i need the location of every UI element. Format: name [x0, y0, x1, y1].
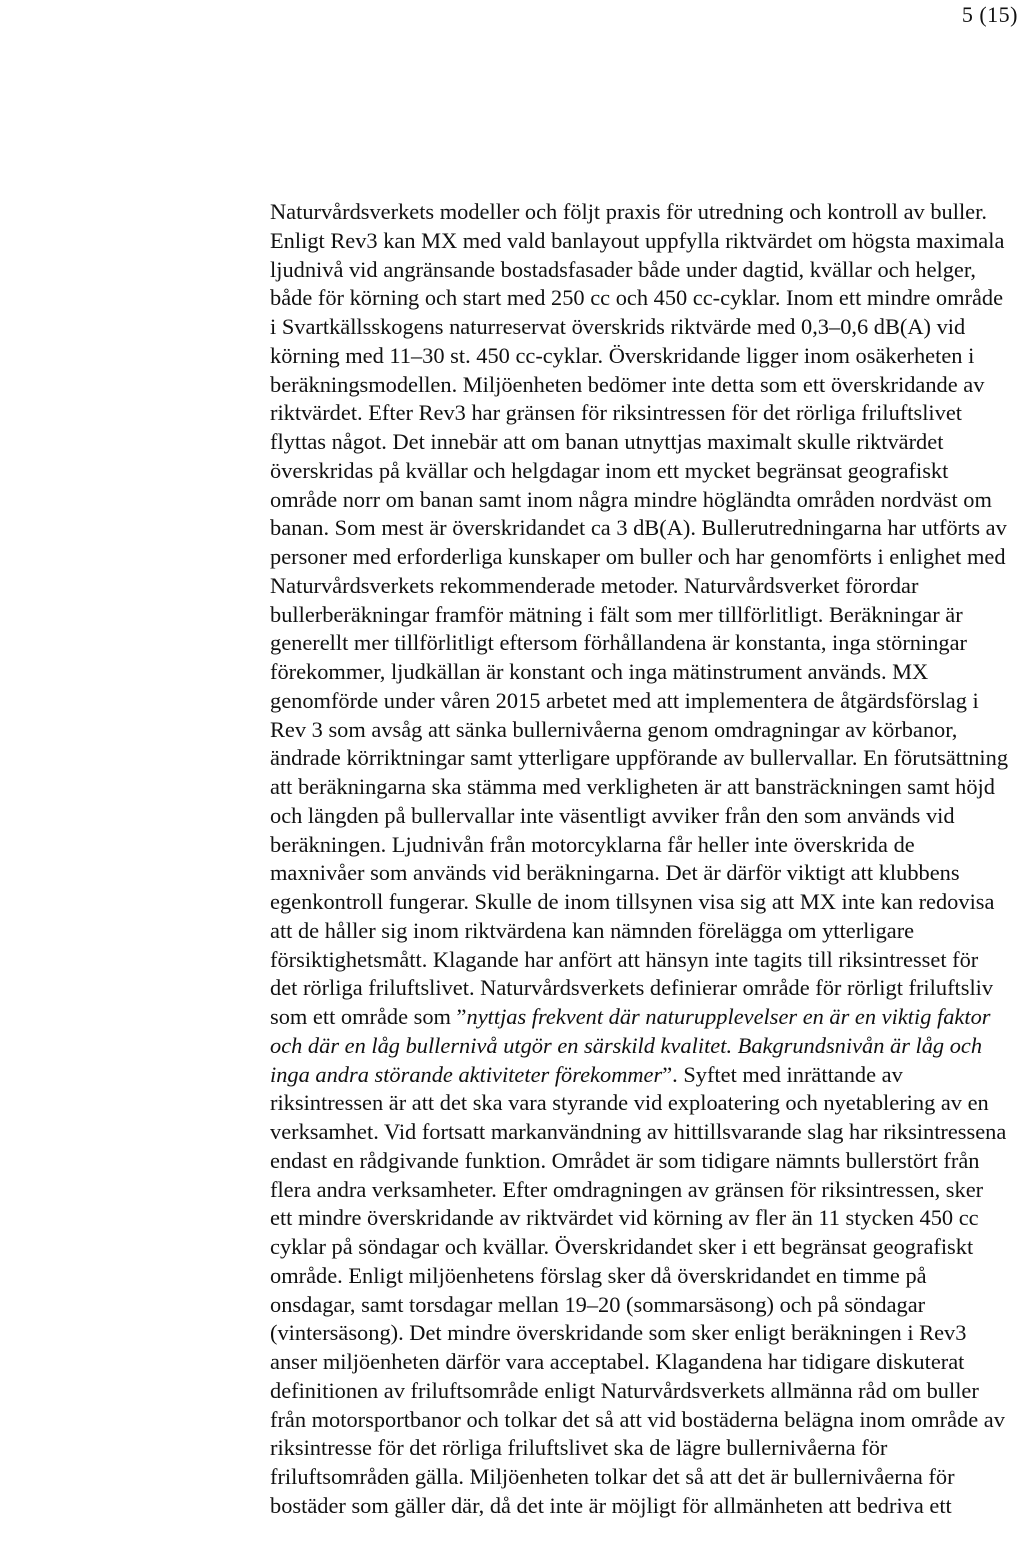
- text-line: ett mindre överskridande av riktvärdet vid körning av fler än 11 stycken 450 cc: [270, 1205, 979, 1231]
- text-line: överskridas på kvällar och helgdagar inom ett mycket begränsat geografiskt: [270, 457, 949, 483]
- text-line: riksintresse för det rörliga friluftslivet ska de lägre bullernivåerna för: [270, 1435, 888, 1461]
- text-line: genomförde under våren 2015 arbetet med att implementera de åtgärdsförslag i: [270, 687, 979, 713]
- text-line: område. Enligt miljöenhetens förslag sker då överskridandet en timme på: [270, 1262, 927, 1288]
- quote-italic-text: inga andra störande aktiviteter förekommer: [270, 1061, 663, 1087]
- text-line: försiktighetsmått. Klagande har anfört att hänsyn inte tagits till riksintresset för: [270, 946, 979, 972]
- text-line: både för körning och start med 250 cc och 450 cc-cyklar. Inom ett mindre område: [270, 285, 1004, 311]
- quote-line: och där en låg bullernivå utgör en särskild kvalitet. Bakgrundsnivån är låg och: [270, 1032, 983, 1058]
- text-line: i Svartkällsskogens naturreservat överskrids riktvärde med 0,3–0,6 dB(A) vid: [270, 314, 966, 339]
- text-line: cyklar på söndagar och kvällar. Överskridandet sker i ett begränsat geografiskt: [270, 1234, 974, 1259]
- text-line: personer med erforderliga kunskaper om buller och har genomförts i enlighet med: [270, 544, 1006, 569]
- text-line: endast en rådgivande funktion. Området är som tidigare nämnts bullerstört från: [270, 1147, 980, 1173]
- page-number: 5 (15): [961, 2, 1018, 27]
- quote-suffix: ”. Syftet med inrättande av: [662, 1061, 903, 1087]
- text-line: riktvärdet. Efter Rev3 har gränsen för riksintressen för det rörliga friluftslivet: [270, 400, 963, 426]
- text-line: och längden på bullervallar inte väsentligt avviker från den som används vid: [270, 802, 955, 828]
- quote-line: [270, 1003, 1022, 1032]
- text-line: att de håller sig inom riktvärdena kan nämnden förelägga om ytterligare: [270, 917, 915, 943]
- text-line: bullerberäkningar framför mätning i fält som mer tillförlitligt. Beräkningar är: [270, 601, 963, 627]
- text-line: Rev 3 som avsåg att sänka bullernivåerna genom omdragningar av körbanor,: [270, 716, 958, 742]
- text-line: flera andra verksamheter. Efter omdragningen av gränsen för riksintressen, sker: [270, 1176, 984, 1202]
- text-line: onsdagar, samt torsdagar mellan 19–20 (sommarsäsong) och på söndagar: [270, 1291, 926, 1317]
- text-line: ändrade körriktningar samt ytterligare uppförande av bullervallar. En förutsättning: [270, 745, 1009, 771]
- text-line: friluftsområden gälla. Miljöenheten tolkar det så att det är bullernivåerna för: [270, 1464, 955, 1489]
- text-line: område norr om banan samt inom några mindre högländta områden nordväst om: [270, 486, 992, 512]
- text-line: från motorsportbanor och tolkar det så att vid bostäderna belägna inom område av: [270, 1406, 1005, 1432]
- text-line: banan. Som mest är överskridandet ca 3 dB(A). Bullerutredningarna har utförts av: [270, 515, 1007, 541]
- text-line: det rörliga friluftslivet. Naturvårdsverkets definierar område för rörligt friluftsliv: [270, 975, 994, 1001]
- text-line: anser miljöenheten därför vara acceptabel. Klagandena har tidigare diskuterat: [270, 1349, 965, 1374]
- text-line: flyttas något. Det innebär att om banan utnyttjas maximalt skulle riktvärdet: [270, 429, 944, 454]
- text-line: verksamhet. Vid fortsatt markanvändning av hittillsvarande slag har riksintressena: [270, 1119, 1007, 1144]
- text-line: generellt mer tillförlitligt eftersom förhållandena är konstanta, inga störningar: [270, 630, 967, 656]
- text-line: ljudnivå vid angränsande bostadsfasader både under dagtid, kvällar och helger,: [270, 256, 977, 282]
- text-line: att beräkningarna ska stämma med verkligheten är att bansträckningen samt höjd: [270, 774, 995, 799]
- text-line: maxnivåer som används vid beräkningarna. Det är därför viktigt att klubbens: [270, 860, 960, 886]
- quote-line: [270, 1061, 1022, 1090]
- text-line: Enligt Rev3 kan MX med vald banlayout uppfylla riktvärdet om högsta maximala: [270, 227, 1005, 253]
- body-text: [270, 198, 1022, 1521]
- text-line: riksintressen är att det ska vara styrande vid exploatering och nyetablering av en: [270, 1090, 989, 1116]
- text-line: bostäder som gäller där, då det inte är möjligt för allmänheten att bedriva ett: [270, 1492, 952, 1518]
- text-line: beräkningen. Ljudnivån från motorcyklarna får heller inte överskrida de: [270, 831, 915, 857]
- quote-prefix: som ett område som ”: [270, 1004, 467, 1029]
- quote-italic-text: nyttjas frekvent där naturupplevelser en är en viktig faktor: [466, 1004, 991, 1029]
- text-line: körning med 11–30 st. 450 cc-cyklar. Överskridande ligger inom osäkerheten i: [270, 342, 975, 368]
- text-line: egenkontroll fungerar. Skulle de inom tillsynen visa sig att MX inte kan redovisa: [270, 889, 995, 914]
- text-line: Naturvårdsverkets rekommenderade metoder. Naturvårdsverket förordar: [270, 572, 919, 598]
- text-line: beräkningsmodellen. Miljöenheten bedömer inte detta som ett överskridande av: [270, 371, 985, 397]
- text-line: Naturvårdsverkets modeller och följt praxis för utredning och kontroll av buller.: [270, 199, 987, 224]
- text-line: definitionen av friluftsområde enligt Naturvårdsverkets allmänna råd om buller: [270, 1377, 979, 1403]
- text-line: (vintersäsong). Det mindre överskridande som sker enligt beräkningen i Rev3: [270, 1320, 967, 1346]
- text-line: förekommer, ljudkällan är konstant och inga mätinstrument används. MX: [270, 659, 929, 684]
